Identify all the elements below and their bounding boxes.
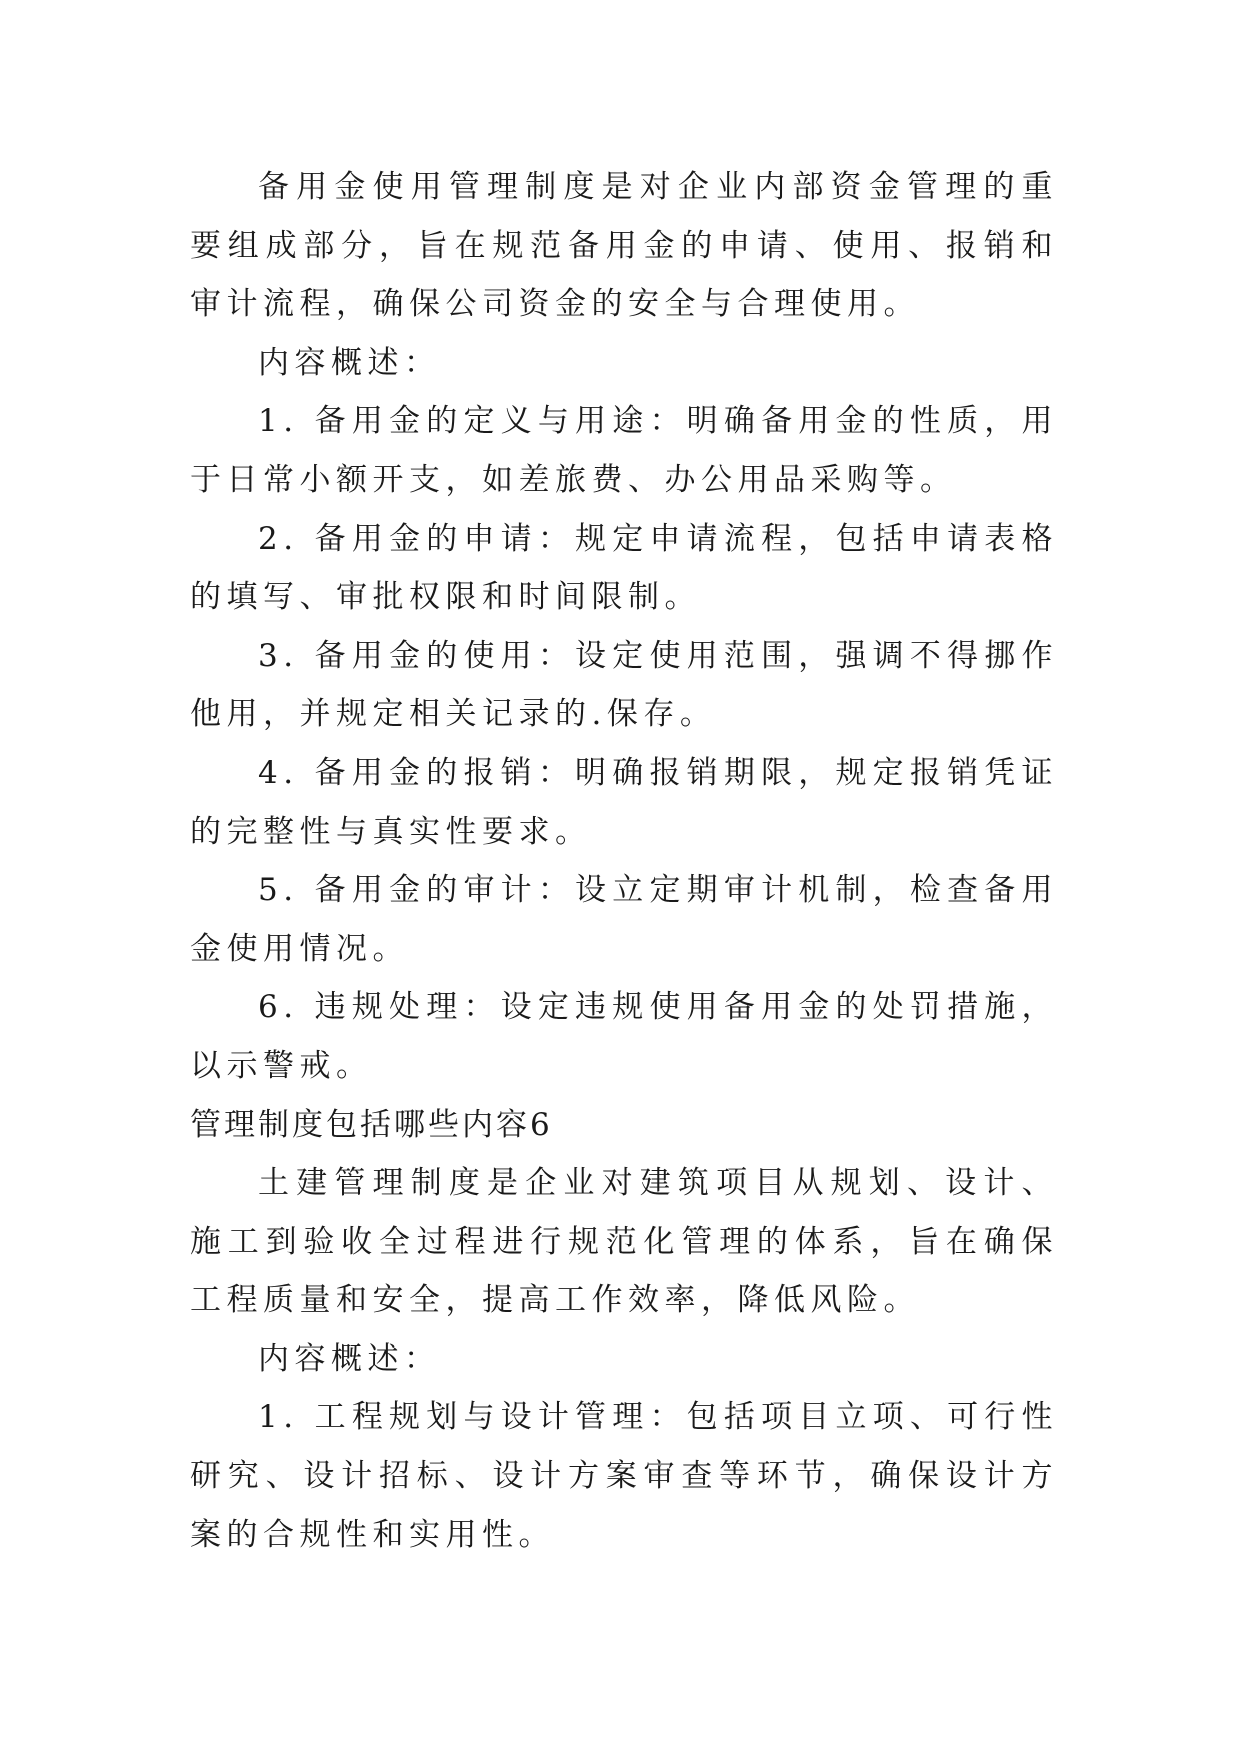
- paragraph-item-3: 3. 备用金的使用：设定使用范围，强调不得挪作他用，并规定相关记录的.保存。: [190, 637, 1058, 733]
- section-paragraph-item-1: 1. 工程规划与设计管理：包括项目立项、可行性研究、设计招标、设计方案审查等环节，确保设计方案的合规性和实用性。: [190, 1399, 1058, 1553]
- paragraph-item-5: 5. 备用金的审计：设立定期审计机制，检查备用金使用情况。: [190, 872, 1058, 967]
- document-body: [190, 158, 1058, 1564]
- section-paragraph-overview-label: 内容概述：: [258, 1340, 441, 1377]
- section-heading: 管理制度包括哪些内容6: [190, 1106, 553, 1143]
- paragraph-item-2: 2. 备用金的申请：规定申请流程，包括申请表格的填写、审批权限和时间限制。: [190, 520, 1058, 616]
- paragraph-overview-label: 内容概述：: [258, 344, 441, 381]
- paragraph-item-1: 1. 备用金的定义与用途：明确备用金的性质，用于日常小额开支，如差旅费、办公用品采购等。: [190, 403, 1058, 498]
- paragraph-item-6: 6. 违规处理：设定违规使用备用金的处罚措施，以示警戒。: [190, 989, 1058, 1084]
- paragraph-item-4: 4. 备用金的报销：明确报销期限，规定报销凭证的完整性与真实性要求。: [190, 754, 1058, 850]
- paragraph-intro: 备用金使用管理制度是对企业内部资金管理的重要组成部分，旨在规范备用金的申请、使用、报销和审计流程，确保公司资金的安全与合理使用。: [190, 169, 1058, 323]
- section-paragraph-intro: 土建管理制度是企业对建筑项目从规划、设计、施工到验收全过程进行规范化管理的体系，旨在确保工程质量和安全，提高工作效率，降低风险。: [190, 1165, 1058, 1319]
